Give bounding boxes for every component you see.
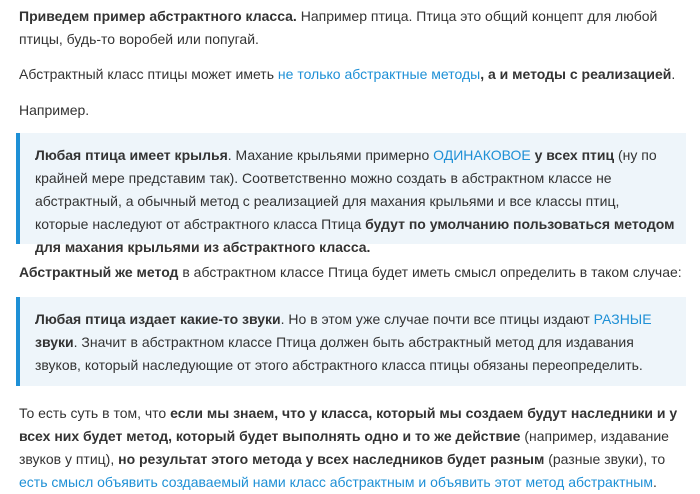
text: . Но в этом уже случае почти все птицы издают bbox=[280, 311, 594, 327]
highlight-different: РАЗНЫЕ bbox=[593, 311, 652, 327]
paragraph-intro bbox=[19, 5, 686, 51]
paragraph-example bbox=[19, 99, 686, 122]
paragraph-abstract-class bbox=[19, 63, 686, 86]
bold-text: будут по умолчанию пользоваться методом для махания крыльями из абстрактного класса. bbox=[35, 216, 675, 255]
callout-text bbox=[35, 308, 676, 377]
bold-text: у всех птиц bbox=[530, 147, 615, 163]
text: . bbox=[652, 474, 657, 490]
paragraph-conclusion bbox=[19, 402, 686, 494]
bold-text: Абстрактный же метод bbox=[19, 264, 179, 280]
text: в абстрактном классе Птица будет иметь смысл определить в таком случае: bbox=[178, 264, 682, 280]
text: Абстрактный класс птицы может иметь bbox=[19, 66, 278, 82]
text: (ну по крайней мере представим так). Соответственно можно создать в абстрактном классе не абстрактный, а обычный метод с реализацией для махания крыльями и все классы птиц, которые наследуют от абстрактного класса Птица bbox=[35, 147, 657, 232]
text: То есть суть в том, что bbox=[19, 405, 171, 421]
callout-text bbox=[35, 144, 676, 259]
bold-text: , а и методы с реализацией bbox=[480, 66, 672, 82]
callout-wings bbox=[16, 133, 686, 255]
text: . Значит в абстрактном классе Птица должен быть абстрактный метод для издавания звуков, который наследующие от этого абстрактного класса птицы обязаны переопределить. bbox=[35, 334, 643, 373]
highlight-same: ОДИНАКОВОЕ bbox=[433, 147, 531, 163]
callout-sounds bbox=[16, 297, 686, 386]
bold-text: звуки bbox=[35, 334, 74, 350]
text: (например, издавание звуков у птиц), bbox=[19, 428, 669, 467]
bold-text: но результат этого метода у всех наследников будет разным bbox=[118, 451, 545, 467]
text: Например птица. Птица это общий концепт для любой птицы, будь-то воробей или попугай. bbox=[19, 8, 658, 47]
text: . bbox=[671, 66, 676, 82]
bold-text: если мы знаем, что у класса, который мы создаем будут наследники и у всех них будет метод, который будет выполнять одно и то же действие bbox=[19, 405, 678, 444]
paragraph-abstract-method bbox=[19, 261, 686, 284]
bold-text: Любая птица издает какие-то звуки bbox=[35, 311, 281, 327]
text: Например. bbox=[19, 102, 90, 118]
link-declare-abstract[interactable]: есть смысл объявить создаваемый нами класс абстрактным и объявить этот метод абстрактным bbox=[19, 474, 653, 490]
bold-text: Приведем пример абстрактного класса. bbox=[19, 8, 297, 24]
text: . Махание крыльями примерно bbox=[227, 147, 434, 163]
bold-text: Любая птица имеет крылья bbox=[35, 147, 228, 163]
link-not-only-abstract-methods[interactable]: не только абстрактные методы bbox=[277, 66, 481, 82]
text: (разные звуки), то bbox=[544, 451, 666, 467]
